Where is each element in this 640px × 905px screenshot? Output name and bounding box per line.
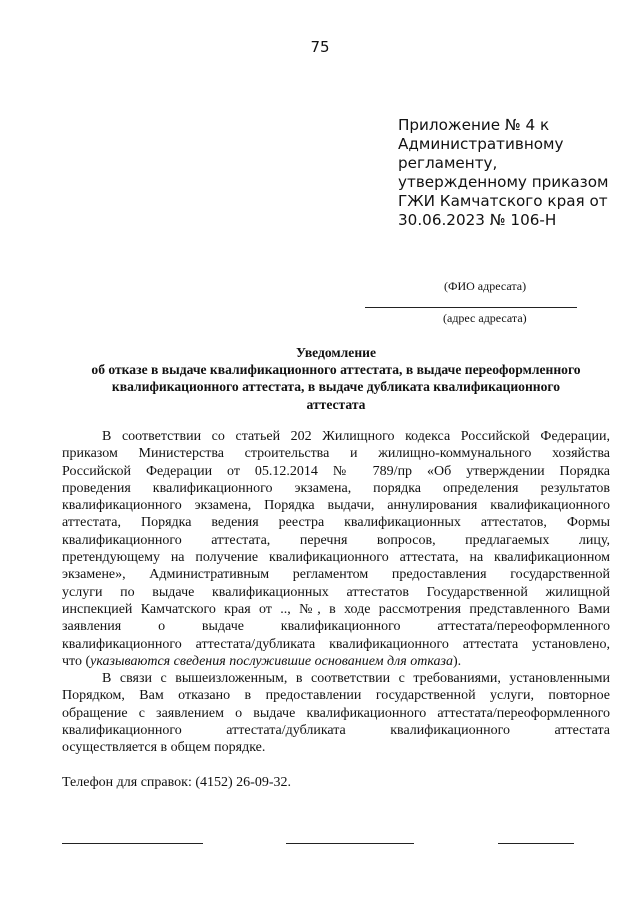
notice-subtitle-line: об отказе в выдаче квалификационного аттестата, в выдаче переоформленного [91,362,581,378]
signature-line-name [498,843,574,844]
appendix-line: ГЖИ Камчатского края от [398,192,608,211]
text-line: проведения квалификационного экзамена, порядка определения результатов [62,480,610,496]
text-prefix: что ( [62,653,91,669]
text-line: квалификационного аттестата/дубликата квалификационного аттестата установлено, [62,636,610,652]
text-line: аттестата, Порядка ведения реестра квалификационных аттестатов, Формы [62,515,610,531]
text-line-last: осуществляется в общем порядке. [62,740,266,756]
appendix-line: утвержденному приказом [398,173,609,192]
text-line-last [62,653,610,670]
paragraph-1 [62,428,610,670]
text-line: заявления о выдаче квалификационного аттестата/переоформленного [62,619,610,635]
phone-info: Телефон для справок: (4152) 26-09-32. [62,775,291,790]
text-line: претендующему на получение квалификационного аттестата, на квалификационном [62,550,610,566]
text-line: экзамене», Административным регламентом предоставления государственной [62,567,610,583]
appendix-line: 30.06.2023 № 106-Н [398,211,557,230]
text-line: В связи с вышеизложенным, в соответствии с требованиями, установленными [102,671,610,687]
text-line: обращение с заявлением о выдаче квалификационного аттестата/переоформленного [62,705,610,721]
appendix-line: Административному [398,135,564,154]
addressee-address-line [365,307,577,308]
text-line: В соответствии со статьей 202 Жилищного кодекса Российской Федерации, [102,429,610,444]
page-number: 75 [310,38,330,56]
appendix-line: регламенту, [398,154,498,173]
text-line: квалификационного аттестата/дубликата квалификационного аттестата [62,723,610,739]
notice-subtitle-line: аттестата [306,396,366,412]
text-line: приказом Министерства строительства и жилищно-коммунального хозяйства [62,446,610,462]
appendix-block [398,116,623,231]
appendix-line: Приложение № 4 к [398,116,550,134]
notice-heading [56,344,616,413]
text-line: услуги по выдаче квалификационных аттестатов Государственной жилищной [62,584,610,600]
addressee-name-caption: (ФИО адресата) [444,279,527,293]
addressee-address-caption: (адрес адресата) [443,311,527,325]
text-line: инспекцией Камчатского края от .., №, в ходе рассмотрения представленного Вами [62,601,610,617]
notice-title: Уведомление [295,345,377,360]
signature-line-position [62,843,203,844]
reason-placeholder: указываются сведения послужившие основанием для отказа [90,653,453,669]
text-line: Порядком, Вам отказано в предоставлении государственной услуги, повторное [62,688,610,704]
text-line: квалификационного экзамена, Порядка выдачи, аннулирования квалификационного [62,498,610,514]
text-suffix: ). [453,653,462,669]
notice-body [62,428,610,757]
notice-subtitle-line: квалификационного аттестата, в выдаче дубликата квалификационного [111,379,561,395]
signature-line-signature [286,843,414,844]
text-line: квалификационного аттестата, перечня вопросов, предлагаемых лицу, [62,532,610,548]
paragraph-2 [62,670,610,756]
text-line: Российской Федерации от 05.12.2014 № 789/пр «Об утверждении Порядка [62,463,610,479]
